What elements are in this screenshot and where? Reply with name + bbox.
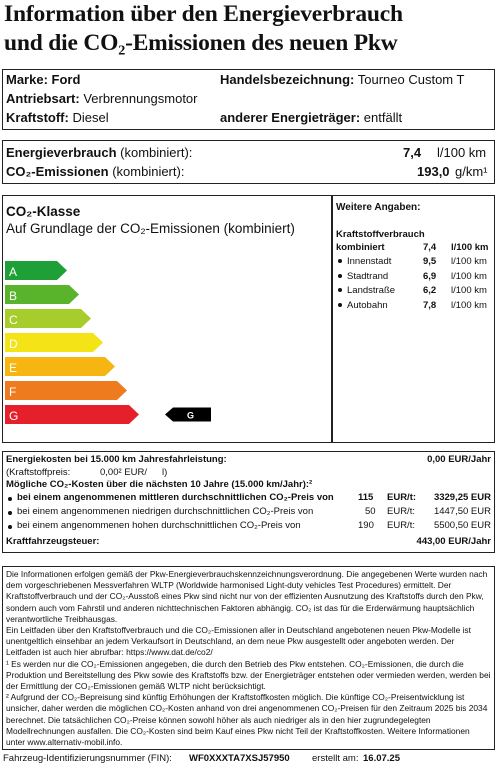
further-row-unit: l/100 km: [451, 256, 487, 267]
legal-paragraph-1: Die Informationen erfolgen gemäß der Pkw-Energieverbrauchskennzeichnungsverordnung. Die angegebenen Werte wurden nach dem vorgeschriebenen Messverfahren WLTP (Worldwide harmonised Light-duty vehicles Test Procedures) ermittelt. Der Kraftstoffverbrauch und der CO₂-Ausstoß eines Pkw sind nicht nur von der effizienten Ausnutzung des Kraftstoffs durch den Pkw, sondern auch vom Fahrstil und anderen nichttechnischen Faktoren abhängig. CO₂ ist das für die Erderwärmung hauptsächlich verantwortliche Treibhausgas.: [6, 569, 488, 624]
cost-row-unit: EUR/t:: [387, 506, 415, 517]
energy-costs-value: 0,00 EUR/Jahr: [427, 454, 491, 465]
consumption-box: [2, 140, 495, 184]
vehicle-info-box: [2, 69, 495, 130]
fuel-type: Kraftstoff: Diesel: [6, 110, 109, 125]
created-label: erstellt am:: [312, 753, 359, 764]
co2-class-box: [2, 195, 495, 443]
cost-row-value: 1447,50 EUR: [433, 506, 491, 517]
title-line-1: Information über den Energieverbrauch: [4, 1, 403, 27]
divider: [331, 196, 333, 442]
combined-unit: l/100 km: [451, 242, 489, 253]
fin-value: WF0XXXTA7XSJ57950: [189, 753, 290, 764]
co2-class-bar-e: [5, 357, 115, 376]
co2-class-letter: E: [9, 361, 18, 375]
cost-row-label: bei einem angenommenen hohen durchschnittlichen CO₂-Preis von: [17, 520, 301, 531]
fuel-price-value: 0,00² EUR/: [100, 467, 147, 478]
bullet-icon: [338, 274, 342, 278]
combined-label: kombiniert: [336, 242, 385, 253]
bullet-icon: [338, 303, 342, 307]
co2-class-letter: D: [9, 337, 18, 351]
further-row-value: 6,9: [423, 270, 437, 282]
cost-row-unit: EUR/t:: [387, 492, 417, 503]
co2-emissions-label: CO₂-Emissionen (kombiniert):: [6, 164, 185, 179]
brand-label: Marke: Ford: [6, 72, 81, 87]
combined-value: 7,4: [423, 242, 437, 253]
cost-row-label: bei einem angenommenen mittleren durchschnittlichen CO₂-Preis von: [17, 492, 334, 503]
energy-consumption-unit: l/100 km: [437, 145, 487, 160]
fin-label: Fahrzeug-Identifizierungsnummer (FIN):: [3, 753, 172, 764]
created-date: 16.07.25: [363, 753, 400, 764]
energy-consumption-value: 7,4: [403, 145, 422, 160]
co2-class-bar-d: [5, 333, 103, 352]
cost-row-value: 5500,50 EUR: [433, 520, 491, 531]
cost-row-price: 50: [365, 506, 376, 517]
other-energy: anderer Energieträger: entfällt: [220, 110, 403, 125]
co2-class-bar-f: [5, 381, 127, 400]
bullet-icon: [8, 511, 12, 515]
co2-class-letter: G: [9, 409, 19, 423]
co2-class-letter: F: [9, 385, 17, 399]
further-row-label: Stadtrand: [338, 271, 388, 283]
cost-row-value: 3329,25 EUR: [433, 492, 491, 503]
further-row-unit: l/100 km: [451, 285, 487, 296]
bullet-icon: [8, 497, 12, 501]
legal-footnote-2: ² Aufgrund der CO₂-Bepreisung sind künftig Erhöhungen der Kraftstoffkosten möglich. Die künftige CO₂-Preisentwicklung ist unsicher, daher werden die möglichen CO₂-Kosten anhand von drei angenommenen CO₂-Preisen für den Zeitraum 2025 bis 2034 berechnet. Die tatsächlichen CO₂-Preise können sowohl höher als auch niedriger als in den hier zugrundegelegten Modellrechnungen ausfallen. Die CO₂-Kosten sind beim Kauf eines Pkw nicht Teil der Kraftstoffkosten. Weitere Informationen unter www.alternativ-mobil.info.: [6, 692, 488, 748]
further-row-value: 6,2: [423, 285, 437, 296]
energy-consumption-label: Energieverbrauch (kombiniert):: [6, 145, 193, 160]
co2-class-letter: C: [9, 313, 18, 327]
bullet-icon: [338, 259, 342, 263]
bullet-icon: [338, 288, 342, 292]
costs-box: [2, 451, 495, 553]
cost-row-price: 190: [358, 520, 374, 531]
co2-class-bar-g: [5, 405, 139, 424]
further-row-label: Landstraße: [338, 285, 395, 297]
cost-row-price: 115: [358, 492, 374, 503]
co2-class-letter: B: [9, 289, 18, 303]
co2-costs-label: Mögliche CO₂-Kosten über die nächsten 10 Jahre (15.000 km/Jahr):²: [6, 479, 313, 490]
page-title: [4, 0, 498, 58]
vehicle-tax-label: Kraftfahrzeugsteuer:: [6, 536, 100, 547]
co2-class-letter: A: [9, 265, 18, 279]
legal-footnote-1: ¹ Es werden nur die CO₂-Emissionen angegeben, die durch den Betrieb des Pkw entstehen. CO₂-Emissionen, die durch die Produktion und Bereitstellung des Pkw sowie des Kraftstoffs bzw. der Energieträger entstehen oder vermieden werden, werden bei der Ermittlung der CO₂-Emissionen gemäß WLTP nicht berücksichtigt.: [6, 658, 491, 692]
cost-row-label: bei einem angenommenen niedrigen durchschnittlichen CO₂-Preis von: [17, 506, 314, 517]
co2-class-title: CO₂-Klasse: [6, 204, 81, 219]
further-row-unit: l/100 km: [451, 299, 487, 311]
further-row-value: 7,8: [423, 299, 437, 311]
bullet-icon: [8, 525, 12, 529]
co2-emissions-value: 193,0: [417, 164, 450, 179]
further-info-title: Weitere Angaben:: [336, 202, 421, 213]
legal-paragraph-2: Ein Leitfaden über den Kraftstoffverbrauch und die CO₂-Emissionen aller in Deutschland angebotenen neuen Pkw-Modelle ist unentgeltlich einsehbar an jedem Verkaufsort in Deutschland, an dem neue Pkw ausgestellt oder angeboten werden. Der Leitfaden ist auch hier abrufbar: https://www.dat.de/co2/: [6, 625, 471, 658]
co2-class-scale: [5, 261, 235, 431]
fuel-consumption-title: Kraftstoffverbrauch: [336, 229, 425, 240]
co2-class-bar-c: [5, 309, 91, 328]
drive-type: Antriebsart: Verbrennungsmotor: [6, 91, 198, 106]
current-class-letter: G: [187, 410, 195, 421]
further-row-label: Autobahn: [338, 300, 388, 312]
title-line-2: und die CO₂-Emissionen des neuen Pkw: [4, 30, 398, 56]
legal-notes-box: [2, 566, 495, 750]
fuel-price-unit: l): [162, 467, 168, 478]
co2-emissions-unit: g/km¹: [455, 164, 488, 179]
further-row-label: Innenstadt: [338, 256, 391, 268]
vehicle-tax-value: 443,00 EUR/Jahr: [416, 536, 491, 547]
trade-name: Handelsbezeichnung: Tourneo Custom T: [220, 72, 465, 87]
further-row-unit: l/100 km: [451, 270, 487, 282]
co2-class-subtitle: Auf Grundlage der CO₂-Emissionen (kombiniert): [6, 221, 295, 236]
fuel-price-label: (Kraftstoffpreis:: [6, 467, 71, 478]
cost-row-unit: EUR/t:: [387, 520, 415, 531]
further-row-value: 9,5: [423, 256, 437, 267]
energy-costs-label: Energiekosten bei 15.000 km Jahresfahrleistung:: [6, 454, 227, 465]
